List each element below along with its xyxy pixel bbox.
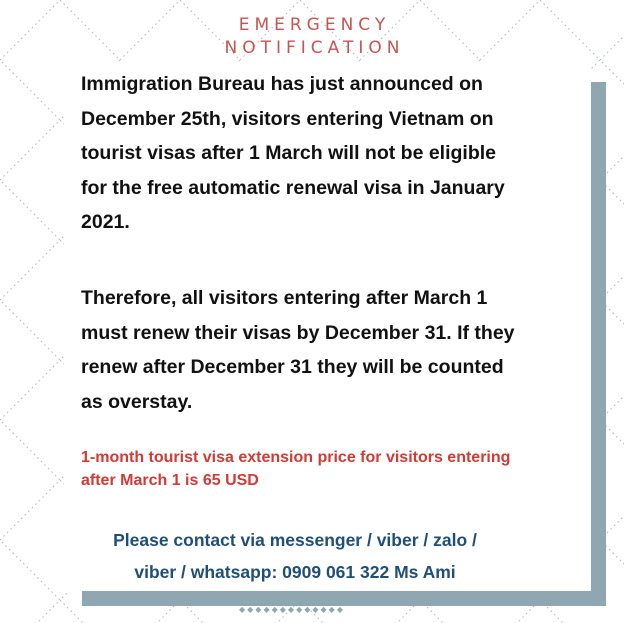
contact-line-2: viber / whatsapp: 0909 061 322 Ms Ami (134, 562, 456, 582)
page-title (0, 14, 624, 60)
contact-info (70, 524, 520, 588)
contact-line-1: Please contact via messenger / viber / zalo / (113, 530, 477, 550)
title-line-2: NOTIFICATION (224, 38, 405, 58)
decorative-dots: ◆◆◆◆◆◆◆◆◆◆◆◆◆ (239, 605, 345, 614)
frame-bar-right (591, 82, 606, 606)
price-notice: 1-month tourist visa extension price for visitors entering after March 1 is 65 USD (81, 449, 511, 489)
frame-bar-bottom (82, 591, 606, 606)
announcement-paragraph: Immigration Bureau has just announced on December 25th, visitors entering Vietnam on tourist visas after 1 March will not be eligible for the free automatic renewal visa in January 2021. (81, 73, 505, 233)
renewal-paragraph: Therefore, all visitors entering after March 1 must renew their visas by December 31. If they renew after December 31 they will be counted as overstay. (81, 287, 515, 413)
title-line-1: EMERGENCY (238, 15, 391, 35)
